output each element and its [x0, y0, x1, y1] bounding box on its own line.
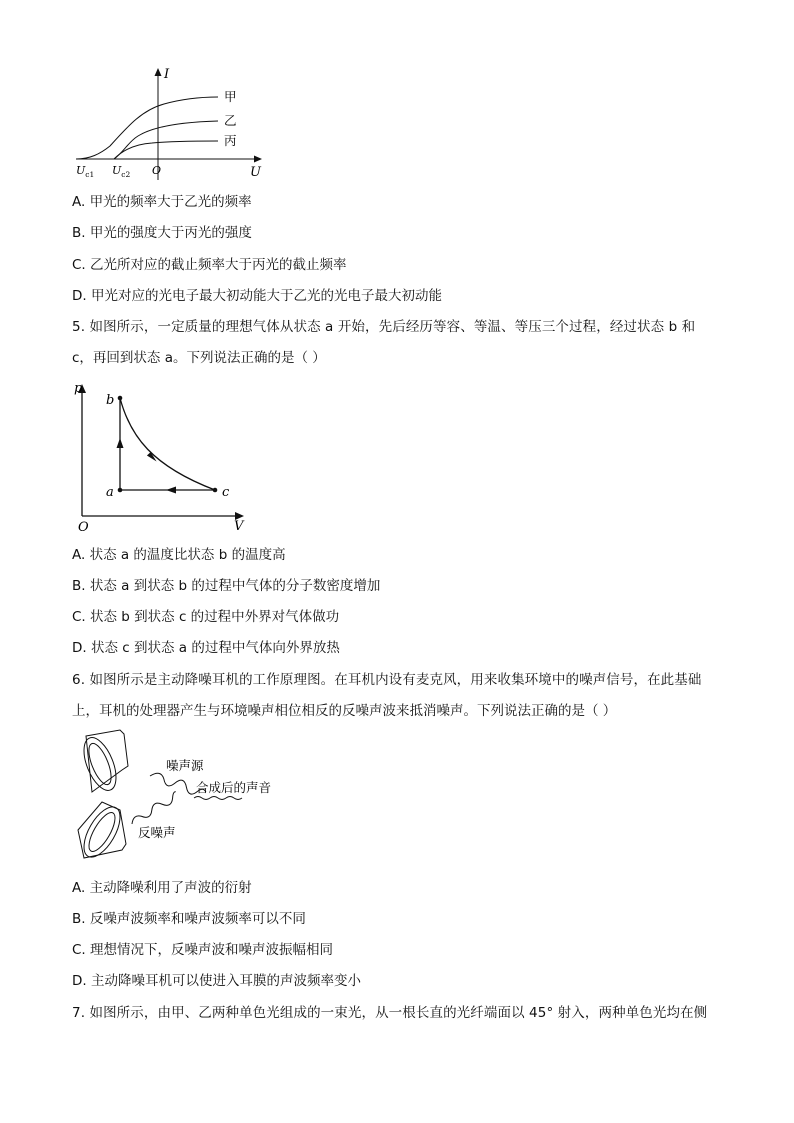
anti-noise-label: 反噪声: [138, 825, 176, 840]
x-axis-label: U: [250, 165, 261, 180]
q6-option-c: C. 理想情况下，反噪声波和噪声波振幅相同: [72, 942, 334, 958]
point-b-label: b: [106, 393, 115, 408]
upper-speaker-icon: [77, 730, 128, 795]
point-a-label: a: [106, 485, 114, 500]
q5-option-d: D. 状态 c 到状态 a 的过程中气体向外界放热: [72, 640, 340, 656]
curve-yi: [114, 121, 218, 159]
y-axis-label: I: [164, 67, 170, 82]
q7-stem-line1: 7. 如图所示，由甲、乙两种单色光组成的一束光，从一根长直的光纤端面以 45° 射入，两种单色光均在侧: [72, 1005, 708, 1021]
q5-stem-line1: 5. 如图所示，一定质量的理想气体从状态 a 开始，先后经历等容、等温、等压三个过程，经过状态 b 和: [72, 319, 696, 335]
q4-option-d: D. 甲光对应的光电子最大初动能大于乙光的光电子最大初动能: [72, 288, 442, 304]
photoelectric-iu-graph: [72, 64, 272, 184]
curve-jia: [76, 97, 218, 159]
q6-option-d: D. 主动降噪耳机可以使进入耳膜的声波频率变小: [72, 973, 361, 989]
pv-y-label: p: [74, 381, 83, 396]
q5-option-a: A. 状态 a 的温度比状态 b 的温度高: [72, 547, 286, 563]
origin-label: O: [152, 164, 162, 177]
q6-option-a: A. 主动降噪利用了声波的衍射: [72, 880, 252, 896]
q4-option-b: B. 甲光的强度大于丙光的强度: [72, 225, 252, 241]
pv-x-label: V: [234, 519, 244, 534]
q5-option-b: B. 状态 a 到状态 b 的过程中气体的分子数密度增加: [72, 578, 381, 594]
curve-label-yi: 乙: [224, 113, 237, 128]
q6-stem-line2: 上，耳机的处理器产生与环境噪声相位相反的反噪声波来抵消噪声。下列说法正确的是（ ）: [72, 703, 617, 719]
q6-option-b: B. 反噪声波频率和噪声波频率可以不同: [72, 911, 306, 927]
pv-graph: [72, 376, 262, 536]
pv-origin-label: O: [78, 520, 89, 535]
uc1-label: $U_{c1}$: [76, 164, 95, 179]
combined-sound-label: 合成后的声音: [196, 780, 272, 795]
uc2-label: $U_{c2}$: [112, 164, 131, 179]
q4-option-a: A. 甲光的频率大于乙光的频率: [72, 194, 252, 210]
noise-cancel-figure: [72, 726, 312, 866]
q5-option-c: C. 状态 b 到状态 c 的过程中外界对气体做功: [72, 609, 340, 625]
lower-speaker-icon: [77, 801, 128, 862]
curve-label-bing: 丙: [224, 133, 237, 148]
noise-source-label: 噪声源: [166, 758, 204, 773]
q4-option-c: C. 乙光所对应的截止频率大于丙光的截止频率: [72, 257, 347, 273]
q6-stem-line1: 6. 如图所示是主动降噪耳机的工作原理图。在耳机内设有麦克风，用来收集环境中的噪声信号，在此基础: [72, 672, 702, 688]
curve-label-jia: 甲: [224, 89, 237, 104]
point-c-label: c: [222, 485, 230, 500]
q5-stem-line2: c，再回到状态 a。下列说法正确的是（ ）: [72, 350, 326, 366]
